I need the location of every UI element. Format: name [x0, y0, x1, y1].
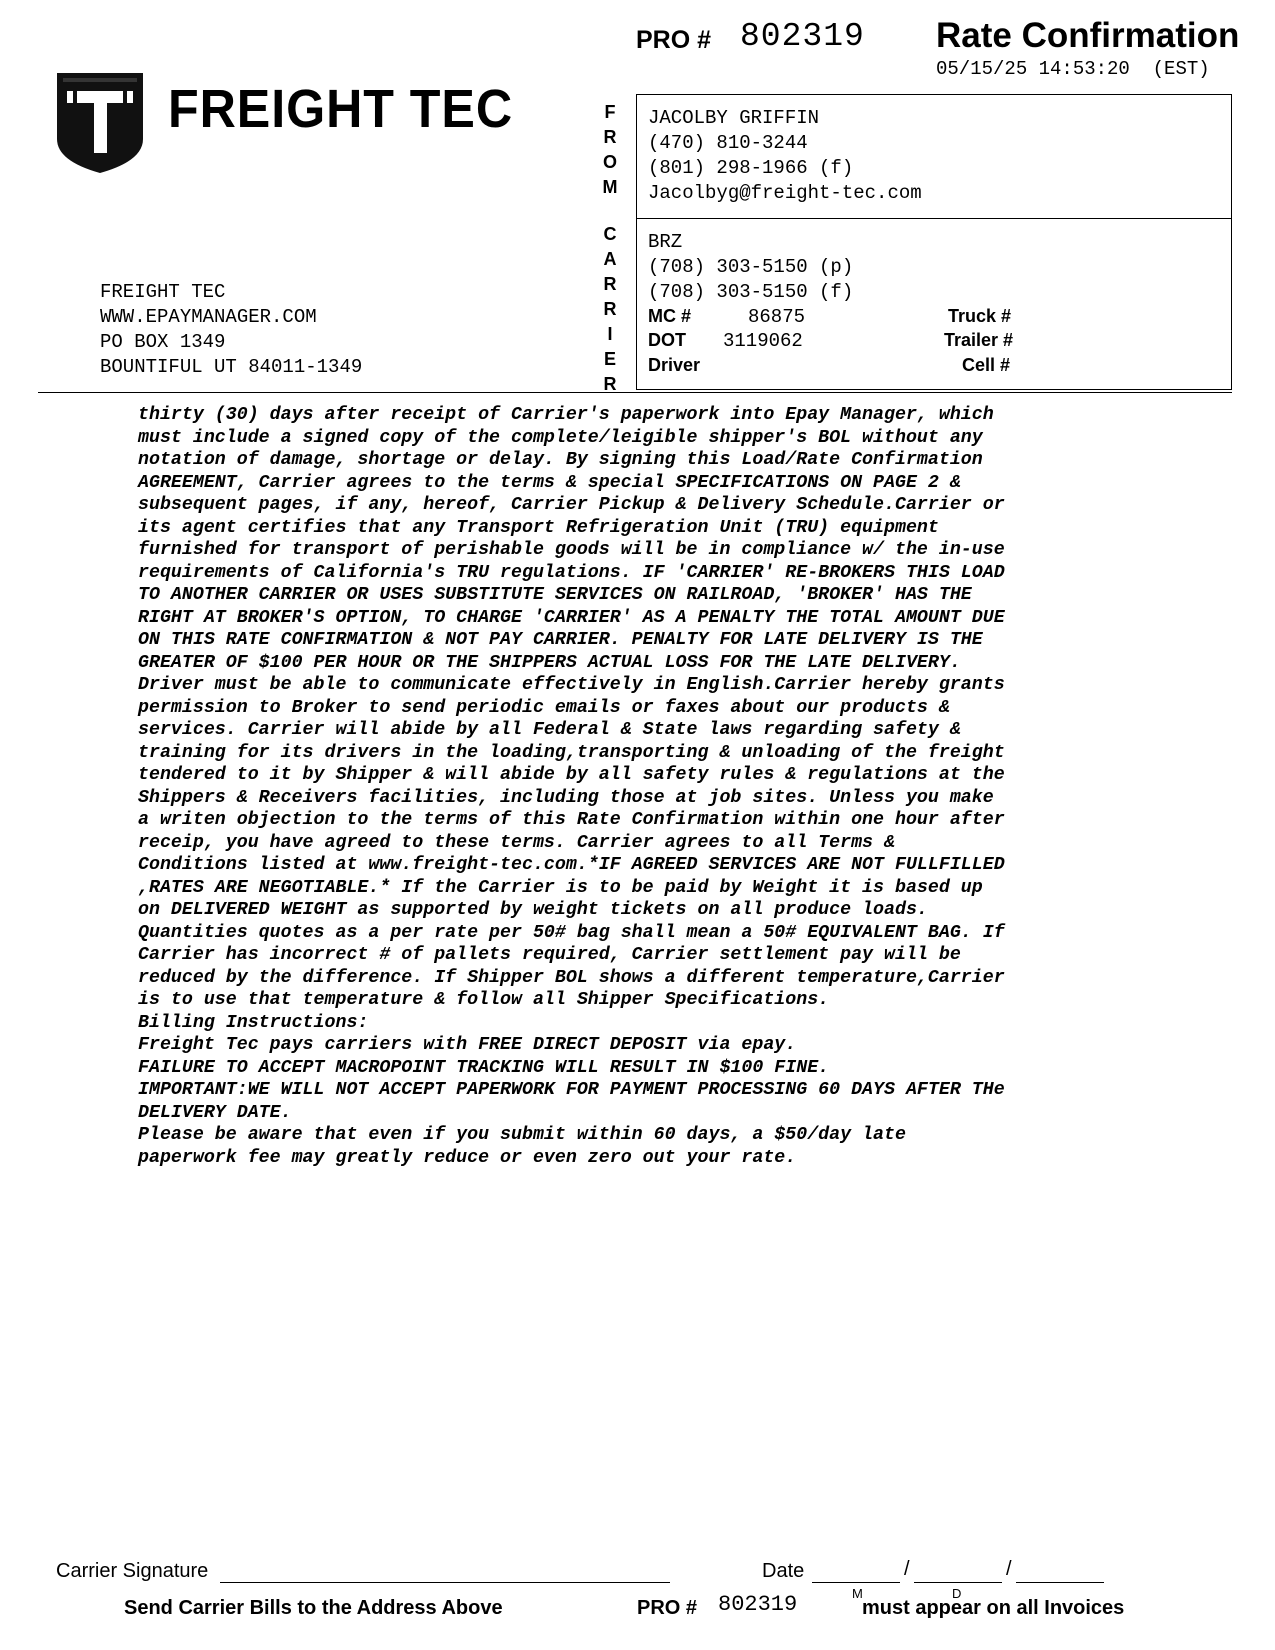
terms-line: permission to Broker to send periodic emails or faxes about our products & — [138, 697, 950, 718]
terms-line: Freight Tec pays carriers with FREE DIRECT DEPOSIT via epay. — [138, 1035, 797, 1055]
terms-line: Conditions listed at www.freight-tec.com.*IF AGREED SERVICES ARE NOT FULLFILLED — [138, 855, 1005, 875]
truck-label: Truck # — [948, 306, 1012, 326]
address-line: BOUNTIFUL UT 84011-1349 — [100, 356, 363, 378]
from-email: Jacolbyg@freight-tec.com — [648, 182, 922, 204]
terms-line: Billing Instructions: — [138, 1012, 369, 1033]
vlabel-letter: F — [604, 102, 616, 122]
terms-line: Driver must be able to communicate effectively in English.Carrier hereby grants — [138, 675, 1005, 695]
dot-value: 3119062 — [723, 330, 803, 352]
terms-line: requirements of California's TRU regulations. IF 'CARRIER' RE-BROKERS THIS LOAD — [138, 562, 1005, 583]
date-day-line[interactable] — [914, 1582, 1002, 1583]
carrier-fax: (708) 303-5150 (f) — [648, 281, 854, 303]
terms-line: furnished for transport of perishable goods will be in compliance w/ the in-use — [138, 540, 1005, 560]
vlabel-letter: R — [603, 274, 617, 294]
terms-line: on DELIVERED WEIGHT as supported by weight tickets on all produce loads. — [138, 900, 928, 920]
header-rule — [38, 392, 1232, 393]
terms-line: training for its drivers in the loading,transporting & unloading of the freight — [138, 742, 1005, 763]
pro-label: PRO # — [636, 26, 712, 54]
terms-line: a writen objection to the terms of this Rate Confirmation within one hour after — [138, 810, 1005, 830]
footer-pro-label: PRO # — [637, 1597, 698, 1619]
terms-line: AGREEMENT, Carrier agrees to the terms & special SPECIFICATIONS ON PAGE 2 & — [138, 472, 961, 493]
date-slash: / — [1006, 1558, 1012, 1580]
pro-number: 802319 — [740, 18, 865, 55]
driver-label: Driver — [648, 355, 701, 375]
terms-line: Please be aware that even if you submit within 60 days, a $50/day late — [138, 1125, 906, 1145]
terms-line: is to use that temperature & follow all Shipper Specifications. — [138, 990, 830, 1010]
freight-tec-shield-logo — [55, 69, 145, 175]
bill-to-address — [100, 280, 362, 380]
mc-label: MC # — [648, 306, 692, 326]
terms-line: its agent certifies that any Transport Refrigeration Unit (TRU) equipment — [138, 517, 939, 538]
box-divider — [636, 218, 1232, 219]
dot-label: DOT — [648, 330, 686, 350]
month-label: M — [852, 1586, 863, 1601]
footer-pro-number: 802319 — [718, 1592, 798, 1617]
vlabel-letter: C — [603, 224, 617, 244]
vlabel-letter: O — [602, 152, 617, 172]
carrier-vertical-label — [598, 222, 622, 397]
send-bills-note: Send Carrier Bills to the Address Above — [124, 1597, 503, 1619]
date-label: Date — [762, 1560, 805, 1582]
from-fax: (801) 298-1966 (f) — [648, 157, 854, 179]
invoice-note: must appear on all Invoices — [862, 1597, 1125, 1619]
terms-line: services. Carrier will abide by all Federal & State laws regarding safety & — [138, 720, 961, 740]
logo-wordmark: FREIGHT TEC — [168, 79, 514, 139]
terms-line: Carrier has incorrect # of pallets required, Carrier settlement pay will be — [138, 945, 961, 965]
terms-line: Shippers & Receivers facilities, including those at job sites. Unless you make — [138, 787, 994, 808]
terms-line: GREATER OF $100 PER HOUR OR THE SHIPPERS ACTUAL LOSS FOR THE LATE DELIVERY. — [138, 652, 961, 673]
cell-label: Cell # — [962, 355, 1011, 375]
vlabel-letter: R — [603, 127, 617, 147]
signature-label: Carrier Signature — [56, 1560, 209, 1582]
terms-line: DELIVERY DATE. — [138, 1102, 292, 1123]
terms-line: must include a signed copy of the complete/leigible shipper's BOL without any — [138, 427, 983, 448]
terms-line: reduced by the difference. If Shipper BOL shows a different temperature,Carrier — [138, 967, 1005, 988]
carrier-phone: (708) 303-5150 (p) — [648, 256, 854, 278]
address-line: WWW.EPAYMANAGER.COM — [100, 306, 317, 328]
terms-line: notation of damage, shortage or delay. By signing this Load/Rate Confirmation — [138, 450, 983, 470]
from-phone: (470) 810-3244 — [648, 132, 808, 154]
terms-line: ON THIS RATE CONFIRMATION & NOT PAY CARRIER. PENALTY FOR LATE DELIVERY IS THE — [138, 630, 983, 650]
vlabel-letter: R — [603, 299, 617, 319]
terms-text — [138, 404, 1238, 1169]
terms-line: RIGHT AT BROKER'S OPTION, TO CHARGE 'CARRIER' AS A PENALTY THE TOTAL AMOUNT DUE — [138, 607, 1005, 628]
signature-line[interactable] — [220, 1582, 670, 1583]
address-line: FREIGHT TEC — [100, 281, 226, 303]
mc-value: 86875 — [748, 306, 806, 328]
terms-line: subsequent pages, if any, hereof, Carrier Pickup & Delivery Schedule.Carrier or — [138, 495, 1005, 515]
carrier-contact — [648, 230, 853, 305]
vlabel-letter: M — [602, 177, 618, 197]
terms-line: thirty (30) days after receipt of Carrier's paperwork into Epay Manager, which — [138, 405, 994, 425]
terms-line: Quantities quotes as a per rate per 50# bag shall mean a 50# EQUIVALENT BAG. If — [138, 922, 1005, 943]
vlabel-letter: R — [603, 374, 617, 394]
terms-line: tendered to it by Shipper & will abide by all safety rules & regulations at the — [138, 765, 1005, 785]
vlabel-letter: E — [603, 349, 616, 369]
document-title: Rate Confirmation — [936, 16, 1240, 55]
terms-line: FAILURE TO ACCEPT MACROPOINT TRACKING WILL RESULT IN $100 FINE. — [138, 1057, 830, 1078]
date-year-line[interactable] — [1016, 1582, 1104, 1583]
carrier-name: BRZ — [648, 231, 683, 253]
vlabel-letter: A — [603, 249, 617, 269]
terms-line: IMPORTANT:WE WILL NOT ACCEPT PAPERWORK FOR PAYMENT PROCESSING 60 DAYS AFTER THe — [138, 1080, 1005, 1100]
timestamp: 05/15/25 14:53:20 (EST) — [936, 58, 1210, 80]
terms-line: TO ANOTHER CARRIER OR USES SUBSTITUTE SERVICES ON RAILROAD, 'BROKER' HAS THE — [138, 585, 972, 605]
trailer-label: Trailer # — [944, 330, 1014, 350]
terms-line: receip, you have agreed to these terms. Carrier agrees to all Terms & — [138, 832, 895, 853]
terms-line: ,RATES ARE NEGOTIABLE.* If the Carrier is to be paid by Weight it is based up — [138, 877, 983, 898]
day-label: D — [952, 1586, 962, 1601]
terms-line: paperwork fee may greatly reduce or even zero out your rate. — [138, 1147, 797, 1168]
from-name: JACOLBY GRIFFIN — [648, 107, 820, 129]
from-vertical-label — [598, 100, 622, 200]
from-contact — [648, 106, 922, 206]
date-month-line[interactable] — [812, 1582, 900, 1583]
address-line: PO BOX 1349 — [100, 331, 226, 353]
vlabel-letter: I — [607, 324, 613, 344]
date-slash: / — [904, 1558, 910, 1580]
